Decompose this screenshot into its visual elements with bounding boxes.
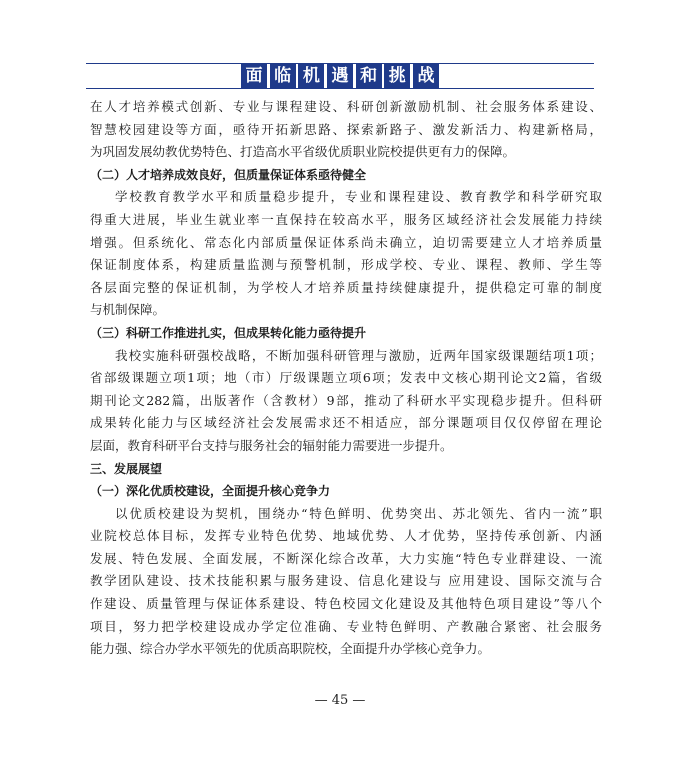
text-line: 能力强、综合办学水平领先的优质高职院校，全面提升办学核心竞争力。 — [90, 641, 491, 657]
header-char: 面 — [241, 64, 267, 88]
text-line: 业院校总体目标，发挥专业特色优势、地域优势、人才优势，坚持传承创新、内涵 — [90, 528, 602, 544]
section-heading: （三）科研工作推进扎实，但成果转化能力亟待提升 — [90, 325, 367, 340]
text-line: 在人才培养模式创新、专业与课程建设、科研创新激励机制、社会服务体系建设、 — [90, 99, 602, 114]
text-line: 保证制度体系，构建质量监测与预警机制，形成学校、专业、课程、教师、学生等 — [90, 257, 602, 273]
header-char: 遇 — [327, 64, 353, 88]
body-text — [90, 96, 602, 661]
text-line: 层面，教育科研平台支持与服务社会的辐射能力需要进一步提升。 — [90, 437, 453, 453]
text-line: 得重大进展，毕业生就业率一直保持在较高水平，服务区域经济社会发展能力持续 — [90, 211, 602, 227]
header-char: 机 — [298, 64, 324, 88]
section-heading: （二）人才培养成效良好，但质量保证体系亟待健全 — [90, 167, 367, 182]
text-line: 省部级课题立项1项；地（市）厅级课题立项6项；发表中文核心期刊论文2篇，省级 — [90, 370, 602, 386]
paragraph-first-line: 我校实施科研强校战略，不断加强科研管理与激励，近两年国家级课题结项1项； — [115, 347, 602, 363]
text-line: 成果转化能力与区域经济社会发展需求还不相适应，部分课题项目仅仅停留在理论 — [90, 415, 602, 431]
section-heading: 三、发展展望 — [90, 461, 163, 476]
header-char: 临 — [270, 64, 296, 88]
text-line: 各层面完整的保证机制，为学校人才培养质量持续健康提升，提供稳定可靠的制度 — [90, 279, 602, 295]
text-line: 智慧校园建设等方面，亟待开拓新思路、探索新路子、激发新活力、构建新格局， — [90, 121, 602, 137]
chapter-header — [241, 64, 439, 88]
text-line: 作建设、质量管理与保证体系建设、特色校园文化建设及其他特色项目建设”等八个 — [90, 596, 602, 612]
text-line: 项目，努力把学校建设成办学定位准确、专业特色鲜明、产教融合紧密、社会服务 — [90, 618, 602, 634]
header-rule-bottom — [86, 88, 594, 89]
paragraph-first-line: 以优质校建设为契机，围绕办“特色鲜明、优势突出、苏北领先、省内一流”职 — [115, 505, 602, 521]
text-line: 教学团队建设、技术技能积累与服务建设、信息化建设与 应用建设、国际交流与合 — [90, 573, 602, 589]
paragraph-first-line: 学校教育教学水平和质量稳步提升，专业和课程建设、教育教学和科学研究取 — [115, 189, 602, 205]
page-number: — 45 — — [314, 693, 366, 708]
header-char: 和 — [356, 64, 382, 88]
header-char: 战 — [413, 64, 439, 88]
text-line: 增强。但系统化、常态化内部质量保证体系尚未确立，迫切需要建立人才培养质量 — [90, 234, 602, 250]
header-char: 挑 — [384, 64, 410, 88]
section-heading: （一）深化优质校建设，全面提升核心竞争力 — [90, 484, 331, 499]
text-line: 为巩固发展幼教优势特色、打造高水平省级优质职业院校提供更有力的保障。 — [90, 144, 516, 160]
text-line: 发展、特色发展、全面发展，不断深化综合改革，大力实施“特色专业群建设、一流 — [90, 550, 602, 566]
text-line: 期刊论文282篇，出版著作（含教材）9部，推动了科研水平实现稳步提升。但科研 — [90, 392, 602, 408]
text-line: 与机制保障。 — [90, 302, 166, 318]
